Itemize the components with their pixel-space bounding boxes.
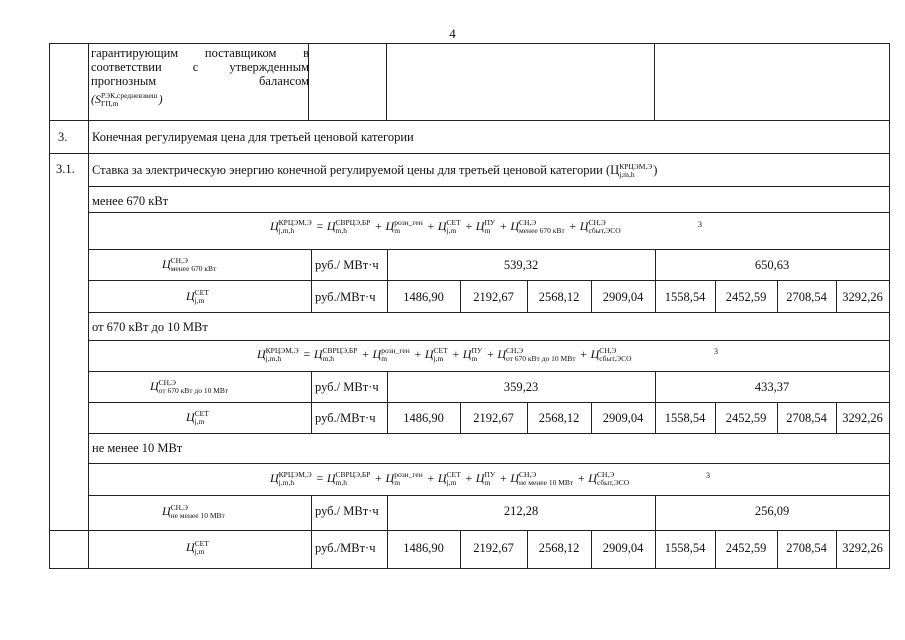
top-row-line-3: прогнозным балансом: [91, 74, 309, 88]
group-3-set-value: 2909,04: [602, 541, 644, 555]
group-2-set-value: 1486,90: [403, 411, 444, 425]
group-3-sn-label: Ц СН,Э не менее 10 МВт: [162, 503, 225, 521]
group-2-title: от 670 кВт до 10 МВт: [92, 320, 208, 334]
row-3-number: 3.: [58, 130, 68, 144]
group-1-set-label: Ц СЕТ j,m: [186, 288, 209, 306]
group-1-set-value: 1486,90: [403, 290, 444, 304]
group-2-set-value: 2568,12: [538, 411, 580, 425]
row-31-text: Ставка за электрическую энергию конечной регулируемой цены для третьей ценовой категории (Ц КРЦЭМ,Э j,m,h ): [92, 162, 658, 180]
group-3-title: не менее 10 МВт: [92, 441, 183, 455]
group-3-set-value: 1486,90: [403, 541, 444, 555]
group-1-set-value: 2192,67: [473, 290, 514, 304]
group-2-formula: Ц КРЦЭМ,Э j,m,h = Ц СВРЦЭ,БР m,h + Ц розн_ген m + Ц СЕТ j,m + Ц ПУ m + Ц СН,Э от 670 кВт до 10 МВт + Ц СН,Э сбыт,ЭСО: [257, 346, 632, 364]
group-3-unit-1: руб./ МВт·ч: [315, 504, 379, 518]
group-2-footnote: 3: [714, 347, 718, 356]
group-1-set-value: 2568,12: [538, 290, 580, 304]
group-2-set-value: 2909,04: [602, 411, 644, 425]
group-3-formula: Ц КРЦЭМ,Э j,m,h = Ц СВРЦЭ,БР m,h + Ц розн_ген m + Ц СЕТ j,m + Ц ПУ m + Ц СН,Э не менее 10 МВт + Ц СН,Э сбыт,ЭСО: [270, 470, 630, 488]
row-3-text: Конечная регулируемая цена для третьей ценовой категории: [92, 130, 414, 144]
group-1-sn-value-1: 539,32: [503, 258, 539, 272]
group-3-set-value: 3292,26: [842, 541, 883, 555]
group-1-set-value: 3292,26: [842, 290, 883, 304]
group-2-sn-label: Ц СН,Э от 670 кВт до 10 МВт: [150, 378, 229, 396]
group-1-set-value: 2909,04: [602, 290, 644, 304]
group-1-set-value: 1558,54: [664, 290, 706, 304]
row-31-number: 3.1.: [56, 162, 75, 176]
group-3-unit-2: руб./МВт·ч: [315, 541, 376, 555]
group-3-set-value: 2192,67: [473, 541, 514, 555]
group-2-set-value: 1558,54: [664, 411, 706, 425]
group-2-sn-value-2: 433,37: [754, 380, 790, 394]
group-1-unit-1: руб./ МВт·ч: [315, 258, 379, 272]
group-3-set-value: 2708,54: [786, 541, 827, 555]
top-row-line-1: гарантирующим поставщиком в: [91, 46, 309, 60]
group-1-sn-label: Ц СН,Э менее 670 кВт: [162, 256, 217, 274]
group-3-set-label: Ц СЕТ j,m: [186, 539, 209, 557]
group-1-title: менее 670 кВт: [92, 194, 169, 208]
group-2-set-label: Ц СЕТ j,m: [186, 409, 209, 427]
group-2-set-value: 2192,67: [473, 411, 514, 425]
group-1-footnote: 3: [698, 220, 702, 229]
tariff-table: [49, 43, 890, 569]
group-2-set-value: 2452,59: [725, 411, 767, 425]
group-2-set-value: 3292,26: [842, 411, 883, 425]
group-3-set-value: 2452,59: [725, 541, 767, 555]
group-1-formula: Ц КРЦЭМ,Э j,m,h = Ц СВРЦЭ,БР m,h + Ц розн_ген m + Ц СЕТ j,m + Ц ПУ m + Ц СН,Э менее 670 кВт + Ц СН,Э сбыт,ЭСО: [270, 218, 621, 236]
group-1-set-value: 2452,59: [725, 290, 767, 304]
group-2-set-value: 2708,54: [786, 411, 827, 425]
group-3-sn-value-2: 256,09: [754, 504, 790, 518]
group-3-footnote: 3: [706, 471, 710, 480]
group-3-set-value: 1558,54: [664, 541, 706, 555]
group-2-unit-1: руб./ МВт·ч: [315, 380, 379, 394]
top-row-line-2: соответствии с утвержденным: [91, 60, 309, 74]
page-number: 4: [449, 26, 456, 41]
group-2-sn-value-1: 359,23: [503, 380, 539, 394]
group-1-sn-value-2: 650,63: [754, 258, 790, 272]
group-1-unit-2: руб./МВт·ч: [315, 290, 376, 304]
group-3-sn-value-1: 212,28: [503, 504, 539, 518]
top-row-symbol: (S РЭК,средневзвеш ГП,m ): [91, 91, 163, 109]
group-2-unit-2: руб./МВт·ч: [315, 411, 376, 425]
group-3-set-value: 2568,12: [538, 541, 580, 555]
group-1-set-value: 2708,54: [786, 290, 827, 304]
